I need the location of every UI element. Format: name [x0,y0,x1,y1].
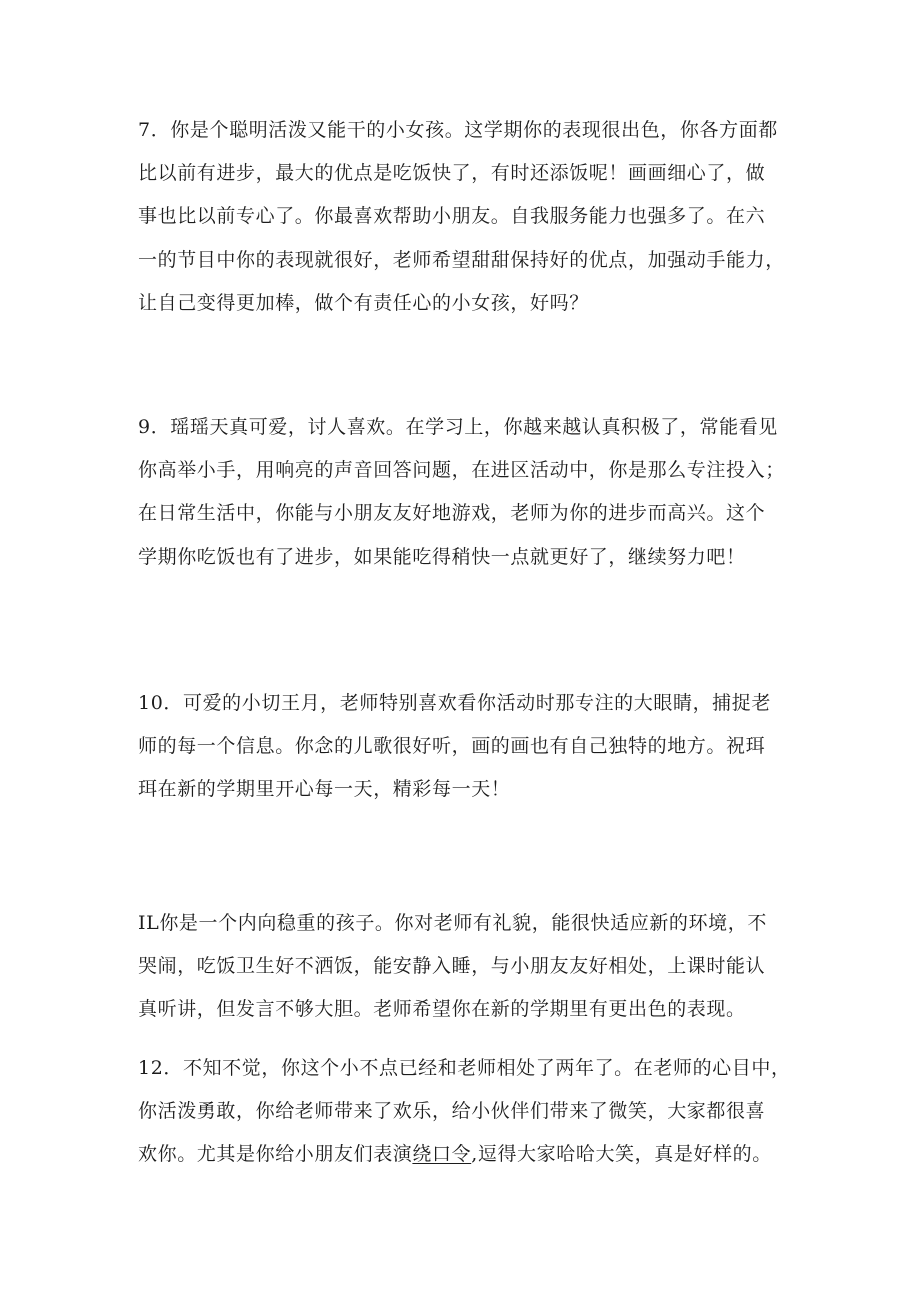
text-line: 真听讲，但发言不够大胆。老师希望你在新的学期里有更出色的表现。 [138,998,746,1021]
text-line: 10．可爱的小切王月，老师特别喜欢看你活动时那专注的大眼睛，捕捉老 [138,692,771,714]
comment-paragraph-7 [138,109,804,325]
text-line: 一的节目中你的表现就很好，老师希望甜甜保持好的优点，加强动手能力， [138,248,785,271]
text-segment: 欢你。尤其是你给小朋友们表演 [138,1143,413,1166]
text-line: 比以前有进步，最大的优点是吃饭快了，有时还添饭呢！画画细心了，做 [138,162,766,185]
text-line: IL你是一个内向稳重的孩子。你对老师有礼貌，能很快适应新的环境，不 [138,912,767,934]
text-line: 9．瑶瑶天真可爱，讨人喜欢。在学习上，你越来越认真积极了，常能看见 [138,416,778,438]
text-line: 事也比以前专心了。你最喜欢帮助小朋友。自我服务能力也强多了。在六 [138,205,766,228]
underlined-term: 绕口令 [412,1143,472,1166]
text-line: 在日常生活中，你能与小朋友友好地游戏，老师为你的进步而高兴。这个 [138,502,766,525]
text-line: 师的每一个信息。你念的儿歌很好听，画的画也有自己独特的地方。祝珥 [138,735,766,758]
text-line [138,1133,804,1176]
text-line: 7．你是个聪明活泼又能干的小女孩。这学期你的表现很出色，你各方面都 [138,119,778,141]
text-line: 你高举小手，用响亮的声音回答问题，在进区活动中，你是那么专注投入； [138,459,785,482]
comment-paragraph-10 [138,682,804,812]
comment-paragraph-9 [138,406,804,579]
text-line: 珥在新的学期里开心每一天，精彩每一天！ [138,778,511,801]
comment-paragraph-11 [138,902,804,1032]
text-line: 哭闹，吃饭卫生好不洒饭，能安静入睡，与小朋友友好相处，上课时能认 [138,955,766,978]
text-line: 你活泼勇敢，你给老师带来了欢乐，给小伙伴们带来了微笑，大家都很喜 [138,1100,766,1123]
comment-paragraph-12 [138,1047,804,1177]
text-segment: ,逗得大家哈哈大笑，真是好样的。 [471,1143,772,1166]
text-line: 让自己变得更加棒，做个有责任心的小女孩，好吗？ [138,291,589,314]
text-line: 学期你吃饭也有了进步，如果能吃得稍快一点就更好了，继续努力吧！ [138,545,746,568]
text-line: 12．不知不觉，你这个小不点已经和老师相处了两年了。在老师的心目中， [138,1057,791,1079]
